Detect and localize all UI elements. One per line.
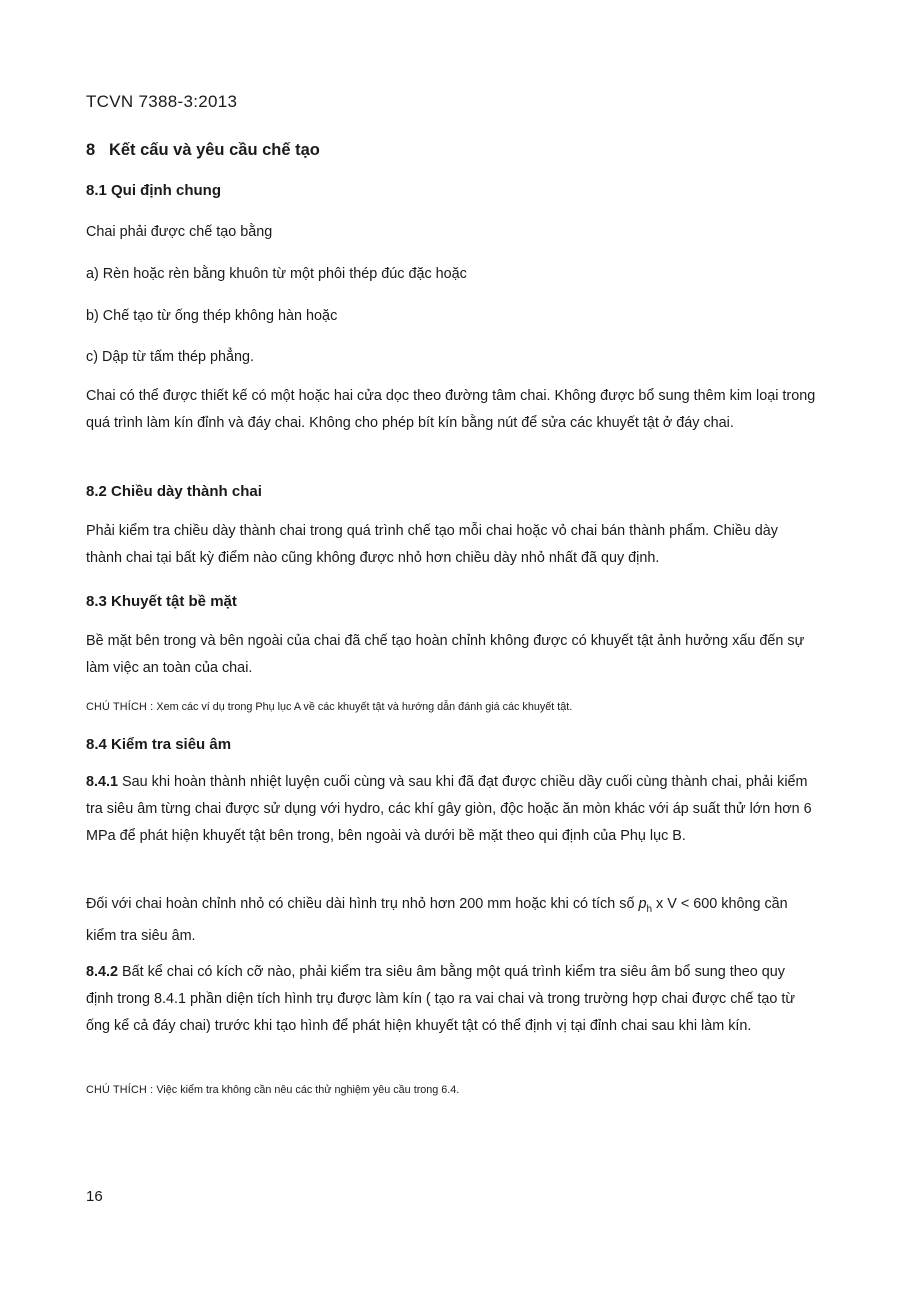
paragraph-8-1-intro: Chai phải được chế tạo bằng (86, 224, 273, 240)
heading-8-1: 8.1 Qui định chung (86, 182, 221, 199)
section-heading (86, 141, 320, 160)
clause-text: Bất kể chai có kích cỡ nào, phải kiểm tra siêu âm bằng một quá trình kiểm tra siêu âm bổ sung theo quy định trong 8.4.1 phần diện tích hình trụ được làm kín ( tạo ra vai chai và trong trường hợp chai được chế tạo từ ống kể cả đáy chai) trước khi tạo hình để phát hiện khuyết tật có thể định vị tại đỉnh chai sau khi làm kín. (86, 964, 796, 1034)
note-label: CHÚ THÍCH : (86, 1084, 154, 1096)
paragraph-text: Đối với chai hoàn chỉnh nhỏ có chiều dài hình trụ nhỏ hơn 200 mm hoặc khi có tích số (86, 896, 635, 912)
list-item-b: b) Chế tạo từ ống thép không hàn hoặc (86, 308, 338, 324)
paragraph-8-1: Chai có thể được thiết kế có một hoặc hai cửa dọc theo đường tâm chai. Không được bổ sung thêm kim loại trong quá trình làm kín đỉnh và đáy chai. Không cho phép bít kín bằng nút để sửa các khuyết tật ở đáy chai. (86, 388, 816, 431)
heading-8-4: 8.4 Kiểm tra siêu âm (86, 736, 232, 753)
note-8-4 (86, 1084, 826, 1096)
note-8-3 (86, 701, 826, 713)
symbol-p: p (638, 896, 647, 912)
note-text: Việc kiểm tra không cần nêu các thử nghiệm yêu cầu trong 6.4. (156, 1084, 460, 1096)
note-text: Xem các ví dụ trong Phụ lục A về các khuyết tật và hướng dẫn đánh giá các khuyết tật. (156, 701, 573, 713)
section-number: 8 (86, 141, 96, 159)
paragraph-8-3: Bề mặt bên trong và bên ngoài của chai đã chế tạo hoàn chỉnh không được có khuyết tật ảnh hưởng xấu đến sự làm việc an toàn của chai. (86, 633, 805, 676)
clause-8-4-2 (86, 959, 816, 1040)
list-item-a: a) Rèn hoặc rèn bằng khuôn từ một phôi thép đúc đặc hoặc (86, 266, 467, 282)
list-item-c: c) Dập từ tấm thép phẳng. (86, 349, 255, 365)
heading-8-2: 8.2 Chiều dày thành chai (86, 483, 262, 500)
symbol-subscript: h (646, 903, 653, 915)
heading-8-3: 8.3 Khuyết tật bề mặt (86, 593, 237, 610)
clause-8-4-1 (86, 769, 816, 850)
clause-number: 8.4.2 (86, 964, 119, 980)
paragraph-text-end: x V < 600 không cần kiểm tra siêu âm. (86, 896, 788, 944)
paragraph-8-2: Phải kiểm tra chiều dày thành chai trong quá trình chế tạo mỗi chai hoặc vỏ chai bán thành phẩm. Chiều dày thành chai tại bất kỳ điểm nào cũng không được nhỏ hơn chiều dày nhỏ nhất đã quy định. (86, 523, 778, 566)
clause-text: Sau khi hoàn thành nhiệt luyện cuối cùng và sau khi đã đạt được chiều dầy cuối cùng thành chai, phải kiểm tra siêu âm từng chai được sử dụng với hydro, các khí gây giòn, độc hoặc ăn mòn khác với áp suất thử lớn hơn 6 MPa để phát hiện khuyết tật bên trong, bên ngoài và dưới bề mặt theo qui định của Phụ lục B. (86, 774, 812, 844)
note-label: CHÚ THÍCH : (86, 701, 154, 713)
paragraph-small-cylinders (86, 891, 816, 950)
section-title: Kết cấu và yêu cầu chế tạo (108, 141, 320, 159)
document-code: TCVN 7388-3:2013 (86, 92, 238, 111)
page-number: 16 (86, 1188, 103, 1205)
clause-number: 8.4.1 (86, 774, 119, 790)
